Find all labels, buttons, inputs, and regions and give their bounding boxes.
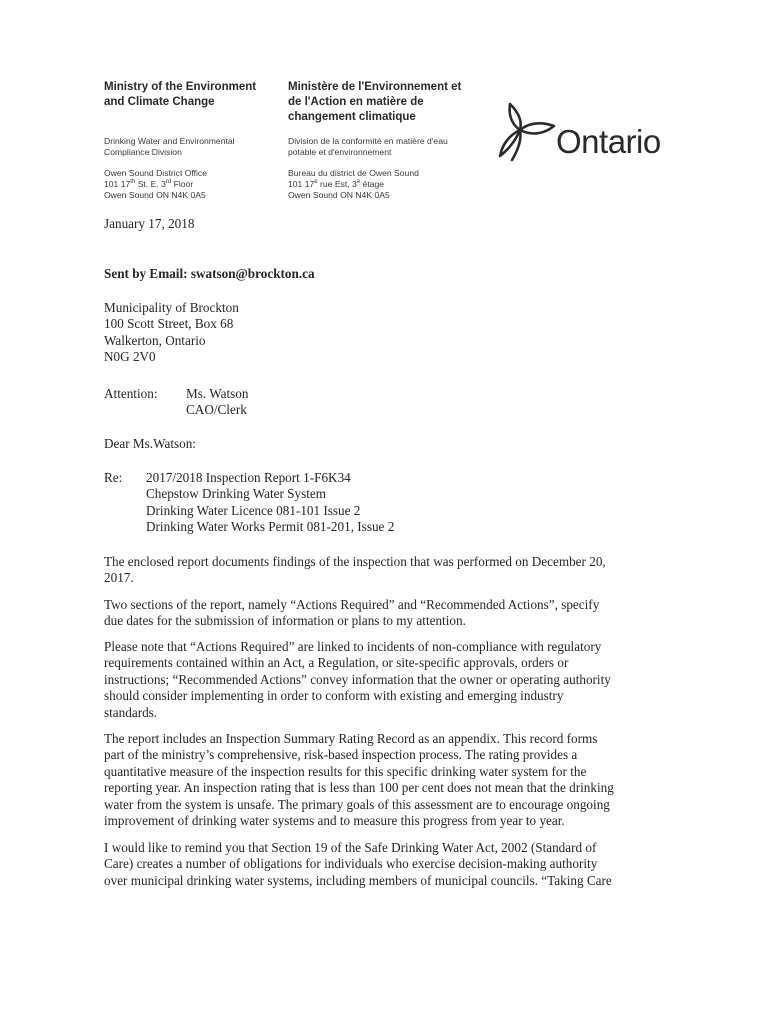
salutation: Dear Ms.Watson: xyxy=(104,436,196,451)
en-ministry-line-1: Ministry of the Environment xyxy=(104,81,257,93)
re-line-1: 2017/2018 Inspection Report 1-F6K34 xyxy=(146,470,351,485)
ontario-wordmark: Ontario xyxy=(556,123,661,160)
fr-street-sup-1: e xyxy=(314,179,318,186)
en-street-sup-2: rd xyxy=(165,179,172,186)
paragraph-line: Care) creates a number of obligations for individuals who exercise decision-making authority xyxy=(104,856,598,872)
re-label: Re: xyxy=(104,470,123,485)
fr-office-name: Bureau du district de Owen Sound xyxy=(288,168,419,178)
en-division-line-2: Compliance Division xyxy=(104,147,182,157)
paragraph-actions-required xyxy=(104,639,664,721)
paragraph-line: over municipal drinking water systems, including members of municipal councils. “Taking Care xyxy=(104,872,612,888)
letter-date: January 17, 2018 xyxy=(104,216,195,231)
paragraph-line: Two sections of the report, namely “Actions Required” and “Recommended Actions”, specify xyxy=(104,597,600,612)
paragraph-rating-record xyxy=(104,731,664,829)
re-line-4: Drinking Water Works Permit 081-201, Issue 2 xyxy=(146,519,395,535)
en-street-a: 101 17 xyxy=(104,179,131,189)
en-office xyxy=(104,168,207,201)
re-subject xyxy=(146,470,394,536)
fr-street-a: 101 17 xyxy=(288,179,315,189)
fr-division xyxy=(288,136,448,158)
paragraph-line: reporting year. An inspection rating that is less than 100 per cent does not mean that the drinking xyxy=(104,780,614,796)
ontario-logo xyxy=(496,100,686,170)
attention-recipient xyxy=(186,386,248,419)
fr-ministry-name xyxy=(288,80,461,125)
paragraph-standard-of-care xyxy=(104,840,664,889)
paragraph-line: 2017. xyxy=(104,570,134,586)
paragraph-line: requirements contained within an Act, a Regulation, or site-specific approvals, orders or xyxy=(104,655,569,671)
en-division xyxy=(104,136,235,158)
en-ministry-name xyxy=(104,80,256,110)
fr-ministry-line-2: de l'Action en matière de xyxy=(288,96,424,108)
fr-office xyxy=(288,168,419,201)
address-line-3: Walkerton, Ontario xyxy=(104,332,206,348)
paragraph-line: water from the system is unsafe. The primary goals of this assessment are to encourage ongoing xyxy=(104,796,610,812)
fr-street-c: étage xyxy=(360,179,385,189)
paragraph-line: instructions; “Recommended Actions” convey information that the owner or operating authority xyxy=(104,671,611,687)
paragraph-line: part of the ministry’s comprehensive, risk-based inspection process. The rating provides a xyxy=(104,747,578,763)
fr-division-line-2: potable et d'environnement xyxy=(288,147,392,157)
address-line-2: 100 Scott Street, Box 68 xyxy=(104,316,234,332)
fr-street-b: rue Est, 3 xyxy=(317,179,357,189)
paragraph-line: due dates for the submission of information or plans to my attention. xyxy=(104,613,466,629)
fr-office-city: Owen Sound ON N4K 0A5 xyxy=(288,190,390,200)
fr-office-street xyxy=(288,179,419,190)
en-street-b: St. E. 3 xyxy=(135,179,166,189)
re-line-2: Chepstow Drinking Water System xyxy=(146,486,327,502)
fr-street-sup-2: e xyxy=(356,179,361,186)
paragraph-line: I would like to remind you that Section 19 of the Safe Drinking Water Act, 2002 (Standard of xyxy=(104,840,597,855)
paragraph-report-sections xyxy=(104,597,664,630)
attention-name: Ms. Watson xyxy=(186,386,249,401)
en-street-c: Floor xyxy=(171,179,194,189)
re-line-3: Drinking Water Licence 081-101 Issue 2 xyxy=(146,502,361,518)
attention-label: Attention: xyxy=(104,386,158,401)
paragraph-line: Please note that “Actions Required” are linked to incidents of non-compliance with regulatory xyxy=(104,639,602,654)
recipient-address xyxy=(104,300,239,366)
paragraph-line: standards. xyxy=(104,704,158,720)
fr-ministry-line-3: changement climatique xyxy=(288,111,416,123)
en-office-street xyxy=(104,179,207,190)
en-office-city: Owen Sound ON N4K 0A5 xyxy=(104,190,206,200)
paragraph-line: quantitative measure of the inspection results for this specific drinking water system for the xyxy=(104,763,587,779)
en-ministry-line-2: and Climate Change xyxy=(104,96,215,108)
en-office-name: Owen Sound District Office xyxy=(104,168,208,178)
fr-division-line-1: Division de la conformité en matière d'eau xyxy=(288,136,448,146)
en-division-line-1: Drinking Water and Environmental xyxy=(104,136,235,146)
paragraph-line: improvement of drinking water systems and to measure this progress from year to year. xyxy=(104,813,565,829)
paragraph-line: The report includes an Inspection Summary Rating Record as an appendix. This record forms xyxy=(104,731,598,746)
paragraph-line: The enclosed report documents findings of the inspection that was performed on December 20, xyxy=(104,554,606,569)
address-line-4: N0G 2V0 xyxy=(104,349,156,365)
attention-title: CAO/Clerk xyxy=(186,402,247,418)
paragraph-line: should consider implementing in order to conform with existing and emerging industry xyxy=(104,688,564,704)
en-street-sup-1: th xyxy=(130,179,136,186)
address-line-1: Municipality of Brockton xyxy=(104,300,239,315)
trillium-icon xyxy=(496,100,558,166)
sent-by-email: Sent by Email: swatson@brockton.ca xyxy=(104,266,315,281)
fr-ministry-line-1: Ministère de l'Environnement et xyxy=(288,81,462,93)
paragraph-inspection-findings xyxy=(104,554,664,587)
